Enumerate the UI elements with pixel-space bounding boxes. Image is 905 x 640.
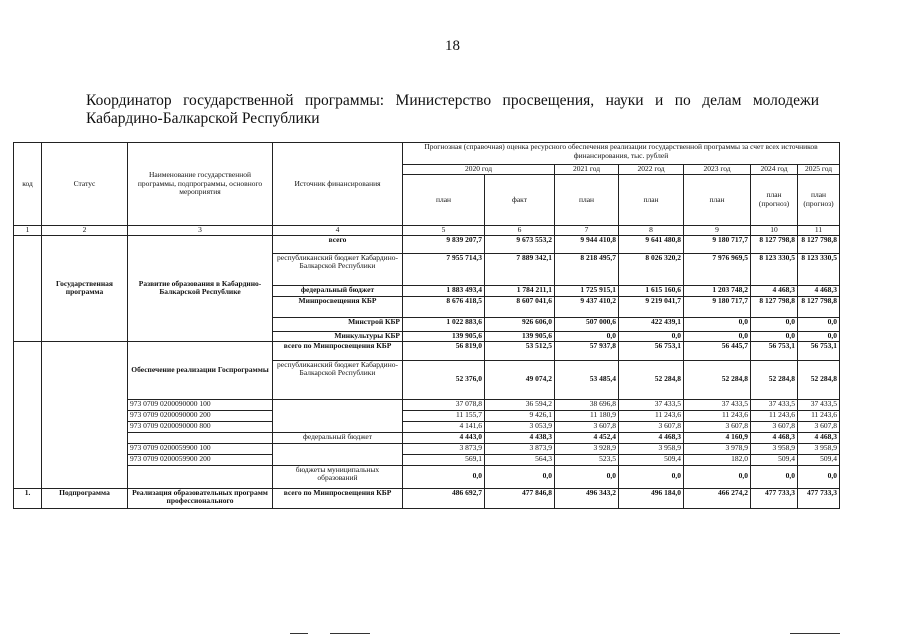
value-cell: 52 376,0 [403, 360, 485, 399]
subprogram-name: Реализация образовательных программ профессионального [128, 488, 273, 508]
header-subcolumn: план (прогноз) [798, 175, 840, 226]
value-cell: 569,1 [403, 454, 485, 465]
value-cell: 0,0 [684, 317, 751, 331]
value-cell: 139 905,6 [403, 331, 485, 341]
source-cell: республиканский бюджет Кабардино-Балкарской Республики [273, 253, 403, 285]
value-cell: 4 160,9 [684, 432, 751, 443]
value-cell: 3 053,9 [485, 421, 555, 432]
value-cell: 3 607,8 [619, 421, 684, 432]
value-cell: 53 485,4 [555, 360, 619, 399]
value-cell: 52 284,8 [798, 360, 840, 399]
table-row [14, 421, 840, 432]
table-row [14, 443, 840, 454]
value-cell: 52 284,8 [684, 360, 751, 399]
source-cell: Минстрой КБР [273, 317, 403, 331]
header-year: 2023 год [684, 165, 751, 175]
value-cell: 7 955 714,3 [403, 253, 485, 285]
value-cell: 52 284,8 [619, 360, 684, 399]
value-cell: 1 203 748,2 [684, 285, 751, 296]
value-cell: 3 873,9 [403, 443, 485, 454]
value-cell: 9 437 410,2 [555, 296, 619, 317]
value-cell: 9 180 717,7 [684, 296, 751, 317]
value-cell: 564,3 [485, 454, 555, 465]
source-cell [273, 443, 403, 465]
header-year: 2025 год [798, 165, 840, 175]
value-cell: 36 594,2 [485, 399, 555, 410]
value-cell: 37 433,5 [751, 399, 798, 410]
value-cell: 1 725 915,1 [555, 285, 619, 296]
footer-line-mid [330, 633, 370, 634]
value-cell: 56 753,1 [798, 341, 840, 360]
table-row [14, 341, 840, 360]
value-cell: 4 438,3 [485, 432, 555, 443]
value-cell: 523,5 [555, 454, 619, 465]
table-row [14, 488, 840, 508]
value-cell: 37 433,5 [619, 399, 684, 410]
value-cell: 3 958,9 [751, 443, 798, 454]
header-subcolumn: факт [485, 175, 555, 226]
header-forecast: Прогнозная (справочная) оценка ресурсного обеспечения реализации государственной программы за счет всех источников финансирования, тыс. рублей [403, 143, 840, 165]
header-source: Источник финансирования [273, 143, 403, 226]
value-cell: 9 641 480,8 [619, 235, 684, 253]
table-row [14, 432, 840, 443]
value-cell: 0,0 [751, 317, 798, 331]
header-subcolumn: план [619, 175, 684, 226]
value-cell: 0,0 [684, 331, 751, 341]
footer-line-right [790, 633, 840, 634]
header-subcolumn: план [684, 175, 751, 226]
value-cell: 3 928,9 [555, 443, 619, 454]
value-cell: 1 883 493,4 [403, 285, 485, 296]
value-cell: 1 022 883,6 [403, 317, 485, 331]
value-cell: 422 439,1 [619, 317, 684, 331]
value-cell: 1 784 211,1 [485, 285, 555, 296]
value-cell: 7 889 342,1 [485, 253, 555, 285]
value-cell: 0,0 [751, 331, 798, 341]
table-row [14, 410, 840, 421]
name-cell [128, 432, 273, 443]
table-row [14, 143, 840, 165]
column-number: 9 [684, 226, 751, 236]
value-cell: 3 607,8 [555, 421, 619, 432]
header-status: Статус [42, 143, 128, 226]
value-cell: 7 976 969,5 [684, 253, 751, 285]
source-cell: всего по Минпросвещения КБР [273, 488, 403, 508]
source-cell: федеральный бюджет [273, 432, 403, 443]
value-cell: 3 958,9 [798, 443, 840, 454]
value-cell: 3 607,8 [798, 421, 840, 432]
value-cell: 8 607 041,6 [485, 296, 555, 317]
value-cell: 56 753,1 [619, 341, 684, 360]
value-cell: 0,0 [555, 331, 619, 341]
column-number: 2 [42, 226, 128, 236]
header-code: код [14, 143, 42, 226]
column-number: 3 [128, 226, 273, 236]
value-cell: 4 468,3 [619, 432, 684, 443]
value-cell: 11 180,9 [555, 410, 619, 421]
value-cell: 477 733,3 [798, 488, 840, 508]
value-cell: 0,0 [619, 465, 684, 488]
header-year: 2020 год [403, 165, 555, 175]
value-cell: 56 445,7 [684, 341, 751, 360]
value-cell: 52 284,8 [751, 360, 798, 399]
value-cell: 0,0 [798, 317, 840, 331]
document-heading: Координатор государственной программы: Министерство просвещения, науки и по делам молодежи Кабардино-Балкарской Республики [86, 92, 819, 127]
value-cell: 0,0 [485, 465, 555, 488]
code-cell [14, 235, 42, 341]
value-cell: 3 958,9 [619, 443, 684, 454]
status-cell [42, 341, 128, 488]
header-year: 2022 год [619, 165, 684, 175]
value-cell: 11 243,6 [684, 410, 751, 421]
value-cell: 0,0 [798, 465, 840, 488]
value-cell: 3 607,8 [751, 421, 798, 432]
value-cell: 57 937,8 [555, 341, 619, 360]
value-cell: 466 274,2 [684, 488, 751, 508]
support-name: Обеспечение реализации Госпрограммы [128, 341, 273, 399]
value-cell: 9 839 207,7 [403, 235, 485, 253]
value-cell: 496 184,0 [619, 488, 684, 508]
header-year: 2021 год [555, 165, 619, 175]
value-cell: 4 452,4 [555, 432, 619, 443]
code-cell [14, 341, 42, 488]
value-cell: 509,4 [751, 454, 798, 465]
table-row [14, 399, 840, 410]
budget-code-cell: 973 0709 0200090000 200 [128, 410, 273, 421]
value-cell: 182,0 [684, 454, 751, 465]
value-cell: 11 243,6 [619, 410, 684, 421]
value-cell: 4 468,3 [751, 285, 798, 296]
budget-code-cell: 973 0709 0200059900 200 [128, 454, 273, 465]
value-cell: 0,0 [619, 331, 684, 341]
value-cell: 3 873,9 [485, 443, 555, 454]
value-cell: 49 074,2 [485, 360, 555, 399]
value-cell: 37 078,8 [403, 399, 485, 410]
header-subcolumn: план [555, 175, 619, 226]
value-cell: 4 468,3 [751, 432, 798, 443]
value-cell: 8 127 798,8 [798, 296, 840, 317]
value-cell: 926 606,0 [485, 317, 555, 331]
value-cell: 9 944 410,8 [555, 235, 619, 253]
program-status: Государственная программа [42, 235, 128, 341]
name-cell [128, 465, 273, 488]
column-number: 4 [273, 226, 403, 236]
value-cell: 9 673 553,2 [485, 235, 555, 253]
value-cell: 9 219 041,7 [619, 296, 684, 317]
budget-code-cell: 973 0709 0200090000 800 [128, 421, 273, 432]
value-cell: 11 243,6 [798, 410, 840, 421]
source-cell: республиканский бюджет Кабардино-Балкарской Республики [273, 360, 403, 399]
header-year: 2024 год [751, 165, 798, 175]
budget-table [13, 142, 840, 509]
table-row [14, 235, 840, 253]
value-cell: 37 433,5 [798, 399, 840, 410]
value-cell: 0,0 [403, 465, 485, 488]
column-number: 10 [751, 226, 798, 236]
value-cell: 56 753,1 [751, 341, 798, 360]
budget-code-cell: 973 0709 0200090000 100 [128, 399, 273, 410]
value-cell: 486 692,7 [403, 488, 485, 508]
value-cell: 139 905,6 [485, 331, 555, 341]
source-cell: всего [273, 235, 403, 253]
page-number: 18 [445, 38, 460, 54]
value-cell: 8 218 495,7 [555, 253, 619, 285]
value-cell: 8 127 798,8 [751, 296, 798, 317]
value-cell: 1 615 160,6 [619, 285, 684, 296]
column-number: 11 [798, 226, 840, 236]
footer-line-left [290, 633, 308, 634]
value-cell: 11 243,6 [751, 410, 798, 421]
table-row [14, 465, 840, 488]
header-name: Наименование государственной программы, подпрограммы, основного мероприятия [128, 143, 273, 226]
value-cell: 3 607,8 [684, 421, 751, 432]
source-cell: бюджеты муниципальных образований [273, 465, 403, 488]
value-cell: 4 468,3 [798, 432, 840, 443]
value-cell: 8 127 798,8 [751, 235, 798, 253]
source-cell: федеральный бюджет [273, 285, 403, 296]
value-cell: 9 426,1 [485, 410, 555, 421]
header-subcolumn: план (прогноз) [751, 175, 798, 226]
value-cell: 9 180 717,7 [684, 235, 751, 253]
column-number: 7 [555, 226, 619, 236]
source-cell [273, 399, 403, 432]
value-cell: 8 676 418,5 [403, 296, 485, 317]
value-cell: 509,4 [619, 454, 684, 465]
header-subcolumn: план [403, 175, 485, 226]
column-number: 1 [14, 226, 42, 236]
value-cell: 38 696,8 [555, 399, 619, 410]
value-cell: 0,0 [684, 465, 751, 488]
value-cell: 0,0 [798, 331, 840, 341]
value-cell: 477 846,8 [485, 488, 555, 508]
value-cell: 11 155,7 [403, 410, 485, 421]
value-cell: 3 978,9 [684, 443, 751, 454]
value-cell: 0,0 [555, 465, 619, 488]
value-cell: 496 343,2 [555, 488, 619, 508]
value-cell: 37 433,5 [684, 399, 751, 410]
subprogram-status: Подпрограмма [42, 488, 128, 508]
value-cell: 8 123 330,5 [751, 253, 798, 285]
value-cell: 4 141,6 [403, 421, 485, 432]
value-cell: 8 026 320,2 [619, 253, 684, 285]
budget-code-cell: 973 0709 0200059900 100 [128, 443, 273, 454]
table-row [14, 454, 840, 465]
value-cell: 507 000,6 [555, 317, 619, 331]
value-cell: 509,4 [798, 454, 840, 465]
value-cell: 4 443,0 [403, 432, 485, 443]
value-cell: 8 127 798,8 [798, 235, 840, 253]
value-cell: 477 733,3 [751, 488, 798, 508]
source-cell: Минпросвещения КБР [273, 296, 403, 317]
program-name: Развитие образования в Кабардино-Балкарской Республике [128, 235, 273, 341]
column-number: 5 [403, 226, 485, 236]
column-number: 8 [619, 226, 684, 236]
value-cell: 0,0 [751, 465, 798, 488]
value-cell: 56 819,0 [403, 341, 485, 360]
source-cell: Минкультуры КБР [273, 331, 403, 341]
table-row [14, 226, 840, 236]
value-cell: 4 468,3 [798, 285, 840, 296]
value-cell: 8 123 330,5 [798, 253, 840, 285]
column-number: 6 [485, 226, 555, 236]
value-cell: 53 512,5 [485, 341, 555, 360]
subprogram-code: 1. [14, 488, 42, 508]
source-cell: всего по Минпросвещения КБР [273, 341, 403, 360]
